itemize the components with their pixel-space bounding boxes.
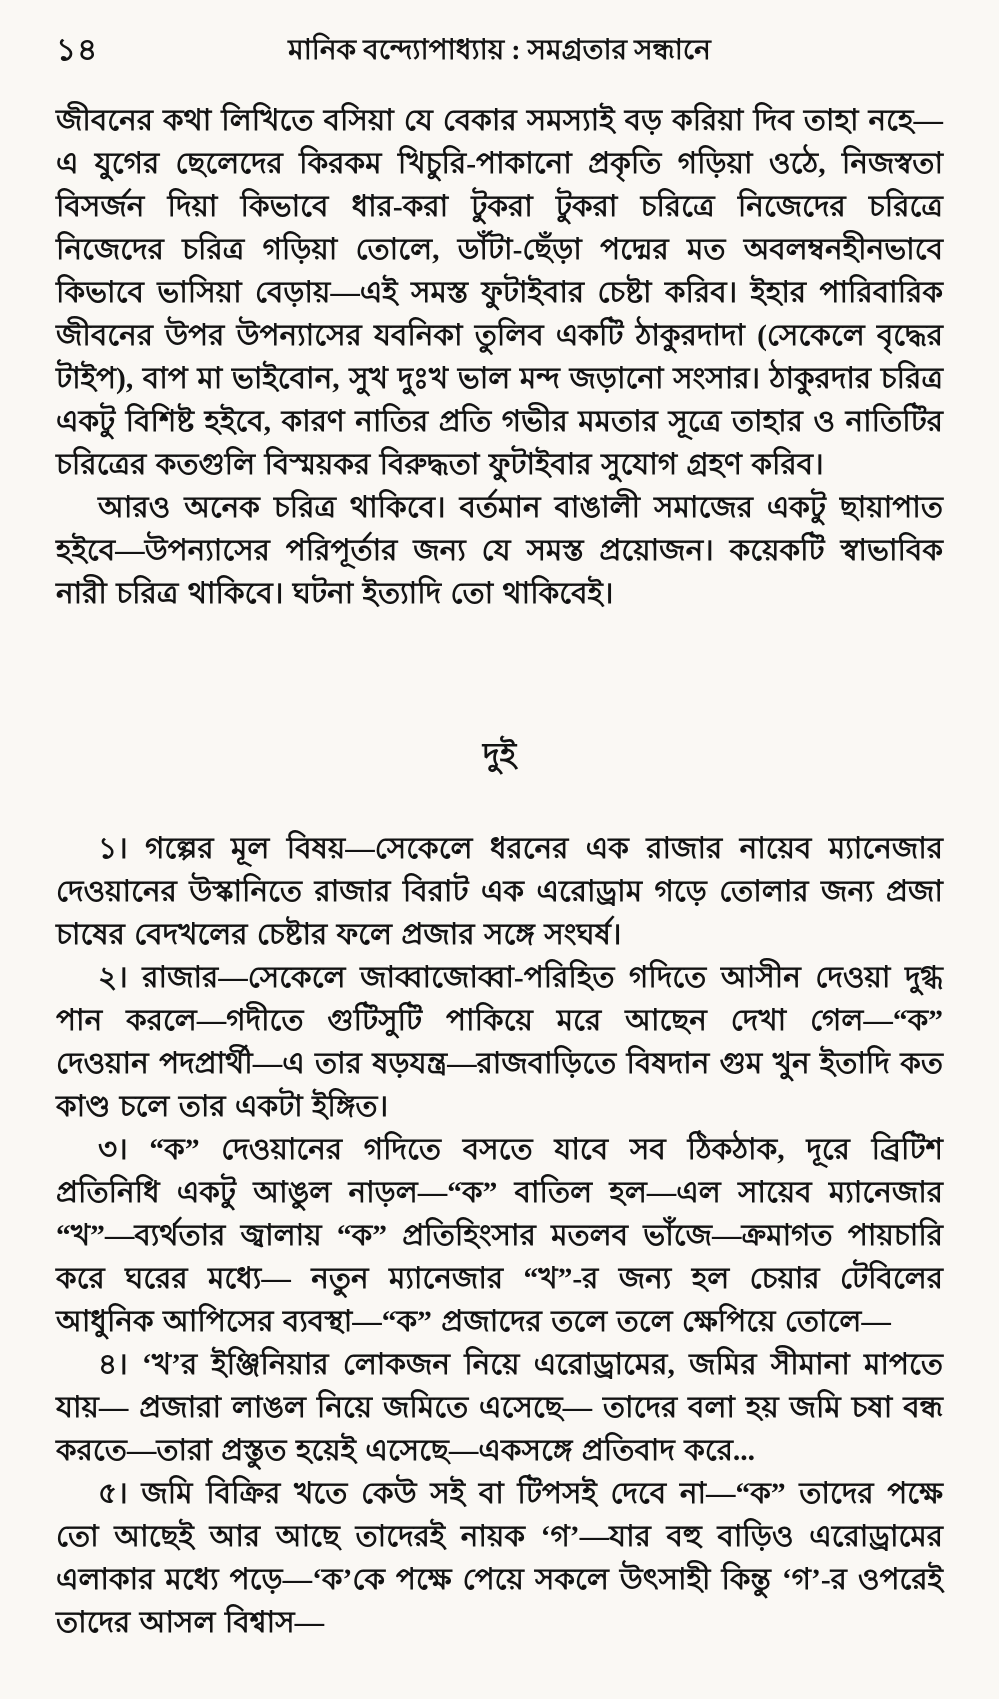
numbered-paragraph-4: ৪। ‘খ’র ইঞ্জিনিয়ার লোকজন নিয়ে এরোড্রামের, জমির সীমানা মাপতে যায়— প্রজারা লাঙল নিয়ে জমিতে এসেছে— তাদের বলা হয় জমি চষা বন্ধ করতে—তারা প্রস্তুত হয়েই এসেছে—একসঙ্গে প্রতিবাদ করে... (56, 1349, 943, 1467)
numbered-paragraph-1: ১। গল্পের মূল বিষয়—সেকেলে ধরনের এক রাজার নায়েব ম্যানেজার দেওয়ানের উস্কানিতে রাজার বিরাট এক এরোড্রাম গড়ে তোলার জন্য প্রজা চাষের বেদখলের চেষ্টার ফলে প্রজার সঙ্গে সংঘর্ষ। (56, 833, 943, 951)
page-header (56, 26, 943, 72)
section-heading: দুই (482, 736, 517, 772)
section-gap (56, 774, 943, 828)
numbered-list (56, 828, 943, 1645)
running-title: মানিক বন্দ্যোপাধ্যায় : সমগ্রতার সন্ধানে (288, 35, 711, 66)
section-gap (56, 616, 943, 734)
body-text (56, 100, 943, 1645)
numbered-paragraph-3: ৩। “ক” দেওয়ানের গদিতে বসতে যাবে সব ঠিকঠাক, দূরে ব্রিটিশ প্রতিনিধি একটু আঙুল নাড়ল—“ক” বাতিল হল—এল সায়েব ম্যানেজার “খ”—ব্যর্থতার জ্বালায় “ক” প্রতিহিংসার মতলব ভাঁজে—ক্রমাগত পায়চারি করে ঘরের মধ্যে— নতুন ম্যানেজার “খ”-র জন্য হল চেয়ার টেবিলের আধুনিক আপিসের ব্যবস্থা—“ক” প্রজাদের তলে তলে ক্ষেপিয়ে তোলে— (56, 1134, 943, 1338)
page-number: ১৪ (56, 32, 99, 67)
paragraph-continuation: জীবনের কথা লিখিতে বসিয়া যে বেকার সমস্যাই বড় করিয়া দিব তাহা নহে—এ যুগের ছেলেদের কিরকম খিচুরি-পাকানো প্রকৃতি গড়িয়া ওঠে, নিজস্বতা বিসর্জন দিয়া কিভাবে ধার-করা টুকরা টুকরা চরিত্রে নিজেদের চরিত্রে নিজেদের চরিত্র গড়িয়া তোলে, ডাঁটা-ছেঁড়া পদ্মের মত অবলম্বনহীনভাবে কিভাবে ভাসিয়া বেড়ায়—এই সমস্ত ফুটাইবার চেষ্টা করিব। ইহার পারিবারিক জীবনের উপর উপন্যাসের যবনিকা তুলিব একটি ঠাকুরদাদা (সেকেলে বৃদ্ধের টাইপ), বাপ মা ভাইবোন, সুখ দুঃখ ভাল মন্দ জড়ানো সংসার। ঠাকুরদার চরিত্র একটু বিশিষ্ট হইবে, কারণ নাতির প্রতি গভীর মমতার সূত্রে তাহার ও নাতিটির চরিত্রের কতগুলি বিস্ময়কর বিরুদ্ধতা ফুটাইবার সুযোগ গ্রহণ করিব। (56, 105, 943, 481)
numbered-paragraph-2: ২। রাজার—সেকেলে জাব্বাজোব্বা-পরিহিত গদিতে আসীন দেওয়া দুগ্ধ পান করলে—গদীতে গুটিসুটি পাকিয়ে মরে আছেন দেখা গেল—“ক” দেওয়ান পদপ্রার্থী—এ তার ষড়যন্ত্র—রাজবাড়িতে বিষদান গুম খুন ইতাদি কত কাণ্ড চলে তার একটা ইঙ্গিত। (56, 962, 943, 1123)
numbered-paragraph-5: ৫। জমি বিক্রির খতে কেউ সই বা টিপসই দেবে না—“ক” তাদের পক্ষে তো আছেই আর আছে তাদেরই নায়ক ‘গ’—যার বহু বাড়িও এরোড্রামের এলাকার মধ্যে পড়ে—‘ক’কে পক্ষে পেয়ে সকলে উৎসাহী কিন্তু ‘গ’-র ওপরেই তাদের আসল বিশ্বাস— (56, 1478, 943, 1639)
paragraph: আরও অনেক চরিত্র থাকিবে। বর্তমান বাঙালী সমাজের একটু ছায়াপাত হইবে—উপন্যাসের পরিপূর্তার জন্য যে সমস্ত প্রয়োজন। কয়েকটি স্বাভাবিক নারী চরিত্র থাকিবে। ঘটনা ইত্যাদি তো থাকিবেই। (56, 492, 943, 610)
